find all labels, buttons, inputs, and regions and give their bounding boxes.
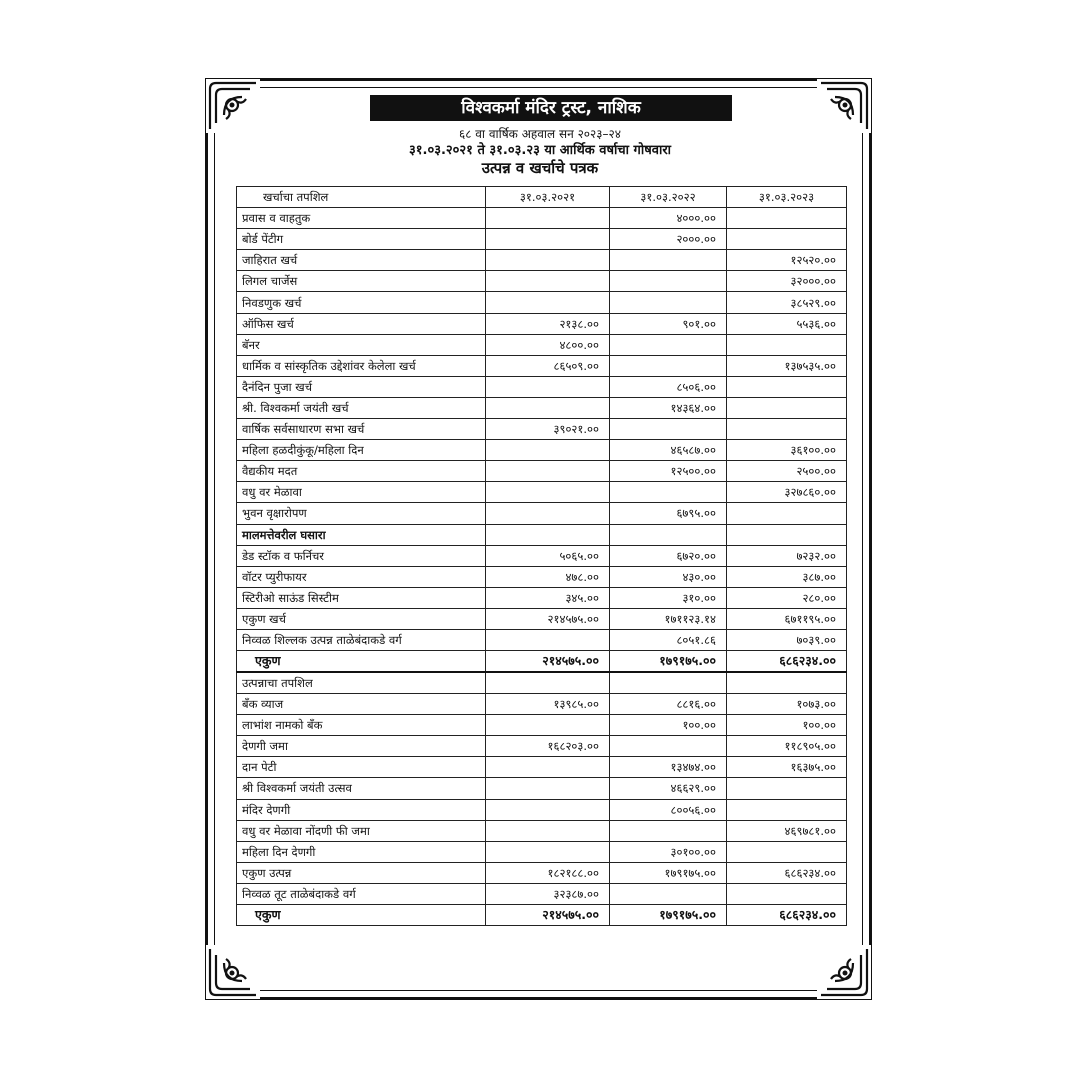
value-2022: ४३०.०० — [610, 566, 727, 587]
value-2023: १३७५३५.०० — [727, 355, 847, 376]
table-row — [237, 608, 847, 629]
table-row — [237, 208, 847, 229]
value-2021: १८२१८८.०० — [486, 862, 610, 883]
row-label: धार्मिक व सांस्कृतिक उद्देशांवर केलेला खर्च — [237, 355, 486, 376]
row-label: निव्वळ तूट ताळेबंदाकडे वर्ग — [237, 883, 486, 904]
value-2021 — [486, 503, 610, 524]
row-label: श्री विश्वकर्मा जयंती उत्सव — [237, 778, 486, 799]
value-2021 — [486, 461, 610, 482]
table-header-row — [237, 187, 847, 208]
header-label: खर्चाचा तपशिल — [237, 187, 486, 208]
value-2022: ८००५६.०० — [610, 799, 727, 820]
value-2022 — [610, 736, 727, 757]
value-2021 — [486, 629, 610, 650]
table-row — [237, 355, 847, 376]
value-2022: २०००.०० — [610, 229, 727, 250]
value-2022 — [610, 883, 727, 904]
row-label: मंदिर देणगी — [237, 799, 486, 820]
value-2022 — [610, 482, 727, 503]
value-2021 — [486, 757, 610, 778]
value-2022: १३४७४.०० — [610, 757, 727, 778]
value-2022: ८८१६.०० — [610, 694, 727, 715]
value-2023: ३८५२९.०० — [727, 292, 847, 313]
value-2023: १०७३.०० — [727, 694, 847, 715]
section-heading: उत्पन्नाचा तपशिल — [237, 672, 486, 694]
row-label: दान पेटी — [237, 757, 486, 778]
row-label: एकुण — [237, 905, 486, 926]
table-row — [237, 862, 847, 883]
value-2021: २१४५७५.०० — [486, 905, 610, 926]
value-2021 — [486, 715, 610, 736]
value-2022: ६७२०.०० — [610, 545, 727, 566]
table-row — [237, 799, 847, 820]
value-2022: ४६६२९.०० — [610, 778, 727, 799]
section-heading-row — [237, 672, 847, 694]
value-2021 — [486, 397, 610, 418]
table-row — [237, 461, 847, 482]
value-2022: ८५०६.०० — [610, 376, 727, 397]
value-2022: १४३६४.०० — [610, 397, 727, 418]
row-label: बँक व्याज — [237, 694, 486, 715]
value-2022: ३०१००.०० — [610, 841, 727, 862]
value-2022 — [610, 292, 727, 313]
value-2023: ७२३२.०० — [727, 545, 847, 566]
report-line: ६८ वा वार्षिक अहवाल सन २०२३–२४ — [458, 127, 622, 141]
table-row — [237, 587, 847, 608]
ornamental-corner-icon — [817, 945, 871, 999]
value-2023: ६८६२३४.०० — [727, 651, 847, 673]
row-label: महिला हळदीकुंकू/महिला दिन — [237, 440, 486, 461]
table-row — [237, 694, 847, 715]
value-2023 — [727, 841, 847, 862]
table-row — [237, 715, 847, 736]
value-2023: ६७११९५.०० — [727, 608, 847, 629]
section-heading: मालमत्तेवरील घसारा — [237, 524, 486, 545]
value-2022 — [610, 334, 727, 355]
table-row — [237, 229, 847, 250]
row-label: निवडणुक खर्च — [237, 292, 486, 313]
header-2021: ३१.०३.२०२१ — [486, 187, 610, 208]
row-label: वधु वर मेळावा — [237, 482, 486, 503]
value-2023 — [727, 883, 847, 904]
empty-cell — [727, 672, 847, 694]
value-2022: १७९१७५.०० — [610, 862, 727, 883]
table-row — [237, 419, 847, 440]
value-2023 — [727, 208, 847, 229]
header-2022: ३१.०३.२०२२ — [610, 187, 727, 208]
row-label: लिगल चार्जेस — [237, 271, 486, 292]
empty-cell — [727, 524, 847, 545]
table-row — [237, 313, 847, 334]
value-2022: ८०५१.८६ — [610, 629, 727, 650]
value-2021: ५०६५.०० — [486, 545, 610, 566]
table-row — [237, 503, 847, 524]
value-2023 — [727, 778, 847, 799]
value-2022: १७९१७५.०० — [610, 651, 727, 673]
table-row — [237, 334, 847, 355]
row-label: डेड स्टॉक व फर्निचर — [237, 545, 486, 566]
row-label: वॉटर प्युरीफायर — [237, 566, 486, 587]
table-row — [237, 482, 847, 503]
table-row — [237, 841, 847, 862]
statement-title: उत्पन्न व खर्चाचे पत्रक — [481, 159, 599, 177]
value-2021 — [486, 820, 610, 841]
row-label: एकुण — [237, 651, 486, 673]
value-2022: ४६५८७.०० — [610, 440, 727, 461]
value-2022 — [610, 250, 727, 271]
table-row — [237, 292, 847, 313]
value-2023: १२५२०.०० — [727, 250, 847, 271]
row-label: बोर्ड पेंटीग — [237, 229, 486, 250]
row-label: भुवन वृक्षारोपण — [237, 503, 486, 524]
value-2021: ४७८.०० — [486, 566, 610, 587]
table-row — [237, 905, 847, 926]
value-2021 — [486, 482, 610, 503]
value-2022 — [610, 419, 727, 440]
value-2021: ३९०२१.०० — [486, 419, 610, 440]
value-2023 — [727, 376, 847, 397]
value-2022 — [610, 271, 727, 292]
table-row — [237, 271, 847, 292]
value-2023: ४६९७८१.०० — [727, 820, 847, 841]
value-2023: ३८७.०० — [727, 566, 847, 587]
value-2021 — [486, 376, 610, 397]
row-label: स्टिरीओ साऊंड सिस्टीम — [237, 587, 486, 608]
value-2021: ४८००.०० — [486, 334, 610, 355]
row-label: एकुण उत्पन्न — [237, 862, 486, 883]
value-2022: १७९१७५.०० — [610, 905, 727, 926]
table-row — [237, 566, 847, 587]
value-2021 — [486, 229, 610, 250]
value-2023: २८०.०० — [727, 587, 847, 608]
ornamental-corner-icon — [206, 945, 260, 999]
empty-cell — [486, 524, 610, 545]
value-2023: ५५३६.०० — [727, 313, 847, 334]
value-2023: १००.०० — [727, 715, 847, 736]
income-expense-table — [236, 186, 847, 926]
row-label: महिला दिन देणगी — [237, 841, 486, 862]
table-row — [237, 250, 847, 271]
row-label: वार्षिक सर्वसाधारण सभा खर्च — [237, 419, 486, 440]
row-label: श्री. विश्वकर्मा जयंती खर्च — [237, 397, 486, 418]
header-2023: ३१.०३.२०२३ — [727, 187, 847, 208]
value-2023: ३२७८६०.०० — [727, 482, 847, 503]
row-label: देणगी जमा — [237, 736, 486, 757]
value-2022: १२५००.०० — [610, 461, 727, 482]
value-2023: २५००.०० — [727, 461, 847, 482]
table-row — [237, 629, 847, 650]
value-2023: ३२०००.०० — [727, 271, 847, 292]
section-heading-row — [237, 524, 847, 545]
value-2023 — [727, 229, 847, 250]
value-2023: ७०३९.०० — [727, 629, 847, 650]
value-2021: २१४५७५.०० — [486, 608, 610, 629]
table-row — [237, 397, 847, 418]
value-2021: १३९८५.०० — [486, 694, 610, 715]
value-2021 — [486, 208, 610, 229]
value-2021: १६८२०३.०० — [486, 736, 610, 757]
value-2022: ४०००.०० — [610, 208, 727, 229]
empty-cell — [610, 524, 727, 545]
value-2021 — [486, 841, 610, 862]
table-row — [237, 883, 847, 904]
row-label: जाहिरात खर्च — [237, 250, 486, 271]
value-2021: ८६५०९.०० — [486, 355, 610, 376]
row-label: दैनंदिन पुजा खर्च — [237, 376, 486, 397]
row-label: बॅनर — [237, 334, 486, 355]
value-2021 — [486, 250, 610, 271]
table-row — [237, 778, 847, 799]
value-2023: १६३७५.०० — [727, 757, 847, 778]
table-row — [237, 736, 847, 757]
value-2021: ३२३८७.०० — [486, 883, 610, 904]
row-label: ऑफिस खर्च — [237, 313, 486, 334]
value-2023 — [727, 334, 847, 355]
value-2021 — [486, 292, 610, 313]
value-2021: २१३८.०० — [486, 313, 610, 334]
value-2023 — [727, 397, 847, 418]
value-2022: १००.०० — [610, 715, 727, 736]
table-row — [237, 651, 847, 673]
value-2022: ३१०.०० — [610, 587, 727, 608]
value-2021 — [486, 799, 610, 820]
value-2022: ६७९५.०० — [610, 503, 727, 524]
value-2021 — [486, 778, 610, 799]
document-title: विश्वकर्मा मंदिर ट्रस्ट, नाशिक — [370, 95, 732, 121]
table-body — [237, 187, 847, 926]
value-2022: ९०१.०० — [610, 313, 727, 334]
value-2023: ६८६२३४.०० — [727, 862, 847, 883]
row-label: प्रवास व वाहतुक — [237, 208, 486, 229]
value-2022 — [610, 355, 727, 376]
row-label: लाभांश नामको बँक — [237, 715, 486, 736]
row-label: एकुण खर्च — [237, 608, 486, 629]
table-row — [237, 545, 847, 566]
value-2023 — [727, 799, 847, 820]
period-line: ३१.०३.२०२१ ते ३१.०३.२३ या आर्थिक वर्षाचा गोषवारा — [408, 143, 672, 158]
empty-cell — [486, 672, 610, 694]
value-2023: ११८९०५.०० — [727, 736, 847, 757]
table-row — [237, 376, 847, 397]
value-2021: ३४५.०० — [486, 587, 610, 608]
value-2023 — [727, 503, 847, 524]
table-row — [237, 440, 847, 461]
value-2022 — [610, 820, 727, 841]
value-2021 — [486, 440, 610, 461]
row-label: वधु वर मेळावा नोंदणी फी जमा — [237, 820, 486, 841]
value-2023: ६८६२३४.०० — [727, 905, 847, 926]
value-2021: २१४५७५.०० — [486, 651, 610, 673]
value-2022: १७११२३.१४ — [610, 608, 727, 629]
table-row — [237, 820, 847, 841]
value-2023: ३६१००.०० — [727, 440, 847, 461]
value-2023 — [727, 419, 847, 440]
table-row — [237, 757, 847, 778]
row-label: निव्वळ शिल्लक उत्पन्न ताळेबंदाकडे वर्ग — [237, 629, 486, 650]
empty-cell — [610, 672, 727, 694]
value-2021 — [486, 271, 610, 292]
row-label: वैद्यकीय मदत — [237, 461, 486, 482]
